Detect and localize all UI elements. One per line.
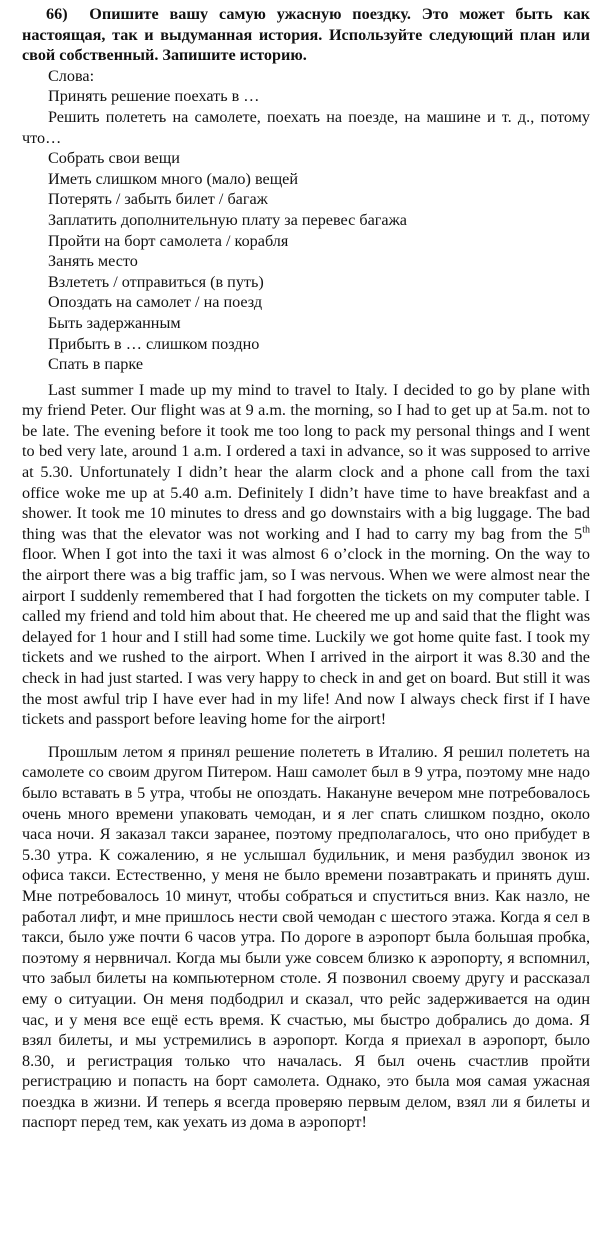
document-page <box>22 4 590 1133</box>
task-text: Опишите вашу самую ужасную поездку. Это может быть как настоящая, так и выдуманная история. Используйте следующий план или свой собственный. Запишите историю. <box>22 5 591 65</box>
russian-story: Прошлым летом я принял решение полететь в Италию. Я решил полететь на самолете со своим другом Питером. Наш самолет был в 9 утра, поэтому мне надо было вставать в 5 утра, чтобы не опоздать. Накануне вечером мне потребовалось очень много времени упаковать чемодан, и я лег спать слишком поздно, около часа ночи. Я заказал такси заранее, поэтому предполагалось, что оно прибудет в 5.30 утра. К сожалению, я не услышал будильник, и меня разбудил звонок из офиса такси. Естественно, у меня не было времени позавтракать и принять душ. Мне потребовалось 10 минут, чтобы собраться и спуститься вниз. Как назло, не работал лифт, и мне пришлось нести свой чемодан с шестого этажа. Когда я сел в такси, было уже почти 6 часов утра. По дороге в аэропорт была большая пробка, поэтому я нервничал. Когда мы были уже совсем близко к аэропорту, я вспомнил, что забыл билеты на компьютерном столе. Я позвонил своему другу и рассказал ему о ситуации. Он меня подбодрил и сказал, что рейс задерживается на один час, и у меня все ещё есть время. К счастью, мы быстро добрались до дома. Я взял билеты, и мы устремились в аэропорт. Когда я приехал в аэропорт, было 8.30, и регистрация только что началась. Я был очень счастлив пройти регистрацию и попасть на борт самолета. Однако, это была моя самая ужасная поездка в жизни. И теперь я всегда проверяю первым делом, взял ли я билеты и паспорт перед тем, как уехать из дома в аэропорт! <box>22 742 590 1132</box>
word-list-item: Прибыть в … слишком поздно <box>48 334 260 353</box>
word-list-item: Взлететь / отправиться (в путь) <box>48 272 264 291</box>
ordinal-suffix: th <box>582 524 590 536</box>
word-list-item: Заплатить дополнительную плату за перевес багажа <box>48 210 407 229</box>
english-story <box>22 380 590 730</box>
word-list <box>22 66 590 375</box>
task-number: 66) <box>46 5 68 23</box>
word-list-item: Спать в парке <box>48 355 144 374</box>
english-story-part-2: floor. When I got into the taxi it was almost 6 o’clock in the morning. On the way to the airport there was a big traffic jam, so I was nervous. When we were almost near the airport I suddenly remembered that I had forgotten the tickets on my computer table. I called my friend and told him about that. He cheered me up and said that the flight was delayed for 1 hour and I still had some time. Luckily we got home quite fast. I took my tickets and we rushed to the airport. When I arrived in the airport it was 8.30 and the check in had just started. I was very happy to check in and get on board. But still it was the most awful trip I have ever had in my life! And now I always check first if I have tickets and passport before leaving home for the airport! <box>22 545 590 729</box>
task-instruction <box>22 4 590 66</box>
word-list-item: Иметь слишком много (мало) вещей <box>48 169 299 188</box>
word-list-item: Потерять / забыть билет / багаж <box>48 190 268 209</box>
word-list-item: Принять решение поехать в … <box>48 87 260 106</box>
word-list-item: Занять место <box>48 252 138 271</box>
word-list-item: Быть задержанным <box>48 313 181 332</box>
word-list-item: Опоздать на самолет / на поезд <box>48 293 263 312</box>
word-list-item: Пройти на борт самолета / корабля <box>48 231 289 250</box>
word-list-heading: Слова: <box>48 66 95 85</box>
word-list-item: Собрать свои вещи <box>48 149 180 168</box>
english-story-part-1: Last summer I made up my mind to travel to Italy. I decided to go by plane with my friend Peter. Our flight was at 9 a.m. the morning, so I had to get up at 5a.m. not to be late. The evening before it took me too long to pack my personal things and I went to bed very late, around 1 a.m. I ordered a taxi in advance, so it was supposed to arrive at 5.30. Unfortunately I didn’t hear the alarm clock and a phone call from the taxi office woke me up at 5.40 a.m. Definitely I didn’t have time to have breakfast and a shower. It took me 10 minutes to dress and go downstairs with a big luggage. The bad thing was that the elevator was not working and I had to carry my bag from the 5 <box>22 380 590 543</box>
word-list-item: Решить полететь на самолете, поехать на поезде, на машине и т. д., потому что… <box>22 107 590 147</box>
